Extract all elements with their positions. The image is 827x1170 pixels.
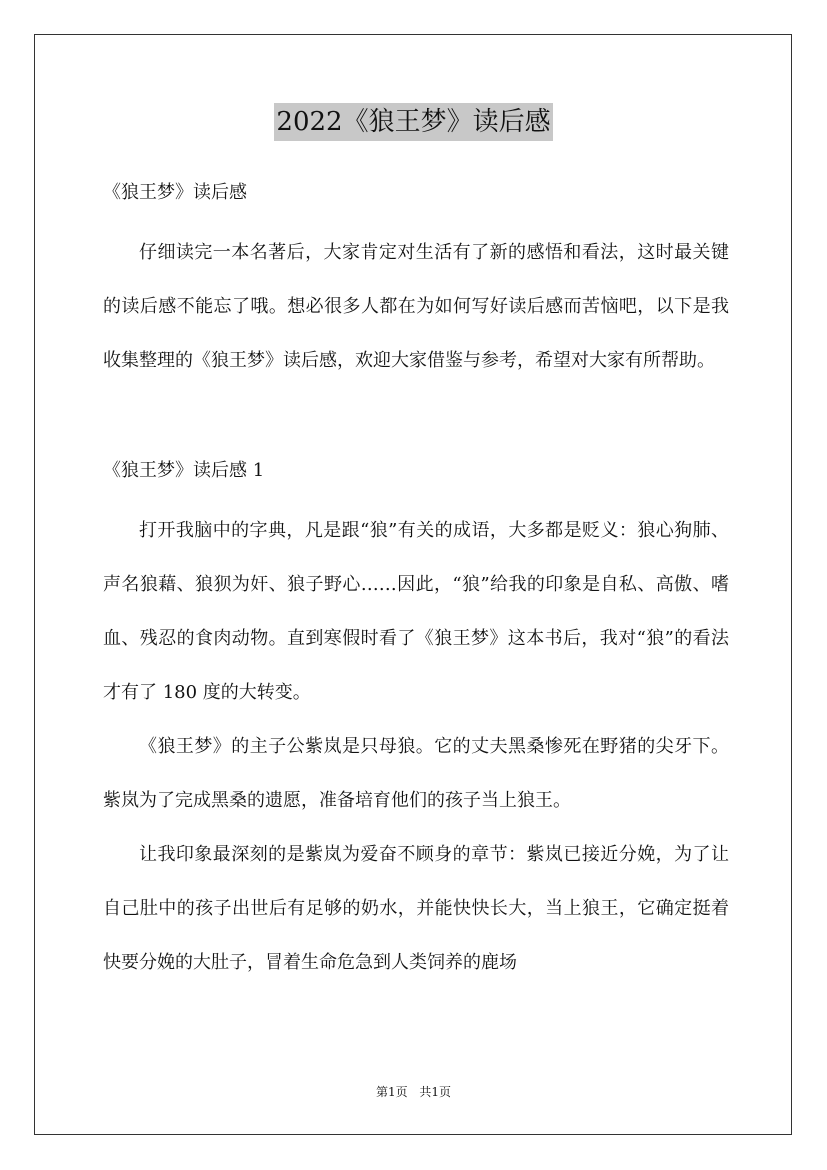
document-body [103, 172, 729, 990]
document-title: 2022《狼王梦》读后感 [274, 103, 552, 141]
body-paragraph: 《狼王梦》的主子公紫岚是只母狼。它的丈夫黑桑惨死在野猪的尖牙下。紫岚为了完成黑桑的遗愿，准备培育他们的孩子当上狼王。 [103, 736, 729, 811]
intro-heading: 《狼王梦》读后感 [103, 182, 247, 203]
intro-paragraph: 仔细读完一本名著后，大家肯定对生活有了新的感悟和看法，这时最关键的读后感不能忘了哦。想必很多人都在为如何写好读后感而苦恼吧，以下是我收集整理的《狼王梦》读后感，欢迎大家借鉴与参考，希望对大家有所帮助。 [103, 242, 729, 371]
body-paragraph: 打开我脑中的字典，凡是跟“狼”有关的成语，大多都是贬义：狼心狗肺、声名狼藉、狼狈为奸、狼子野心……因此，“狼”给我的印象是自私、高傲、嗜血、残忍的食肉动物。直到寒假时看了《狼王梦》这本书后，我对“狼”的看法才有了 180 度的大转变。 [103, 520, 729, 703]
document-title-wrap [0, 103, 827, 141]
page-footer [0, 1083, 827, 1100]
page-total: 共1页 [419, 1085, 452, 1099]
section1-heading: 《狼王梦》读后感 1 [103, 460, 265, 481]
body-paragraph: 让我印象最深刻的是紫岚为爱奋不顾身的章节：紫岚已接近分娩，为了让自己肚中的孩子出世后有足够的奶水，并能快快长大，当上狼王，它确定挺着快要分娩的大肚子，冒着生命危急到人类饲养的鹿场 [103, 844, 729, 973]
page-number: 第1页 [375, 1085, 408, 1099]
